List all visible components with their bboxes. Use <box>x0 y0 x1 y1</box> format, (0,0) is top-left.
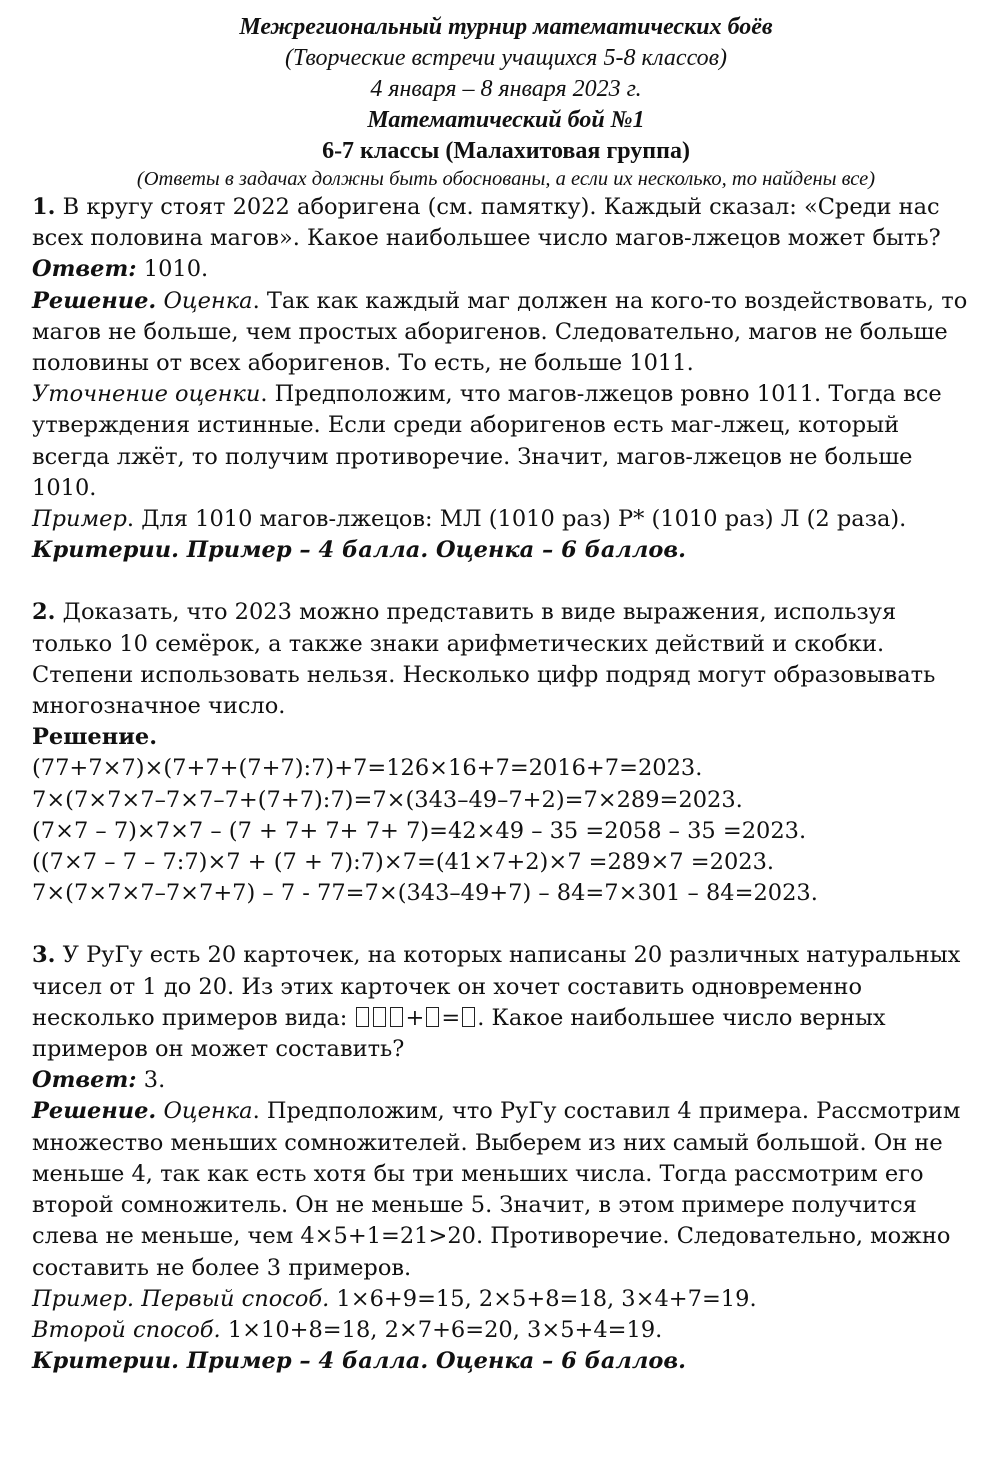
problem-1-number: 1. <box>32 194 56 220</box>
estimate-label: Оценка <box>163 1098 253 1125</box>
problem-1-refinement <box>32 379 980 504</box>
problem-2-number: 2. <box>32 599 56 626</box>
solution-line: 7×(7×7×7–7×7+7) – 7 - 77=7×(343–49+7) – 84=7×301 – 84=2023. <box>32 880 818 907</box>
tournament-subtitle: (Творческие встречи учащихся 5-8 классов) <box>284 45 728 71</box>
refine-label: Уточнение оценки <box>32 381 261 408</box>
problem-1-statement <box>32 192 980 254</box>
problem-1-example <box>32 504 980 535</box>
problem-1-criteria: Критерии. Пример – 4 балла. Оценка – 6 баллов. <box>32 537 686 564</box>
tournament-dates: 4 января – 8 января 2023 г. <box>370 76 642 102</box>
solution-label: Решение. <box>32 1098 157 1125</box>
estimate-text: . Предположим, что РуГу составил 4 примера. Рассмотрим множество меньших сомножителей. Выберем из них самый большой. Он не меньше 4, так как есть хотя бы три меньших числа. Тогда рассмотрим его второй сомножитель. Он не меньше 5. Значит, в этом примере получится слева не меньше, чем 4×5+1=21>20. Противоречие. Следовательно, можно составить не более 3 примеров. <box>32 1098 961 1281</box>
problem-1-text: В кругу стоят 2022 аборигена (см. памятку). Каждый сказал: «Среди нас всех половина магов». Какое наибольшее число магов-лжецов может быть? <box>32 194 941 252</box>
spacer <box>32 566 980 597</box>
estimate-text: . Так как каждый маг должен на кого-то воздействовать, то магов не больше, чем простых аборигенов. Следовательно, магов не больше половины от всех аборигенов. То есть, не больше 1011. <box>32 287 968 377</box>
problem-2-solution-label: Решение. <box>32 724 158 751</box>
card-box-icon <box>356 1007 369 1027</box>
answer-value: 3. <box>143 1067 166 1094</box>
solution-label: Решение. <box>32 287 157 314</box>
refine-text: . Предположим, что магов-лжецов ровно 1011. Тогда все утверждения истинные. Если среди аборигенов есть маг-лжец, который всегда лжёт, то получим противоречие. Значит, магов-лжецов не больше 1010. <box>32 381 942 501</box>
problem-2-text: Доказать, что 2023 можно представить в виде выражения, используя только 10 семёрок, а также знаки арифметических действий и скобки. Степени использовать нельзя. Несколько цифр подряд могут образовывать многозначное число. <box>32 599 936 720</box>
answers-note: (Ответы в задачах должны быть обоснованы, а если их несколько, то найдены все) <box>136 168 876 190</box>
problem-1-answer <box>32 254 980 285</box>
problem-3-answer <box>32 1065 980 1096</box>
problem-3-number: 3. <box>32 942 56 969</box>
example-text: . Для 1010 магов-лжецов: МЛ (1010 раз) Р* (1010 раз) Л (2 раза). <box>126 506 907 533</box>
example-label: Пример <box>32 506 127 533</box>
card-pattern: + = <box>354 1005 477 1031</box>
spacer <box>32 909 980 940</box>
example-2-text: 1×10+8=18, 2×7+6=20, 3×5+4=19. <box>220 1316 663 1343</box>
problem-3-example-2 <box>32 1315 980 1346</box>
estimate-label: Оценка <box>163 287 253 314</box>
example-1-label: Пример. Первый способ. <box>32 1285 330 1312</box>
problem-1-solution <box>32 286 980 380</box>
tournament-title: Межрегиональный турнир математических боёв <box>239 14 773 40</box>
problem-3-statement <box>32 940 980 1065</box>
problem-2-statement <box>32 597 980 722</box>
problem-3-solution <box>32 1096 980 1283</box>
example-1-text: 1×6+9=15, 2×5+8=18, 3×4+7=19. <box>329 1285 757 1312</box>
problem-3-text-a: У РуГу есть 20 карточек, на которых написаны 20 различных натуральных чисел от 1 до 20. Из этих карточек он хочет составить одновременно несколько примеров вида: <box>32 942 961 1031</box>
document-header <box>32 12 980 192</box>
card-box-icon <box>390 1007 403 1027</box>
answer-label: Ответ: <box>32 256 137 283</box>
group-title: 6-7 классы (Малахитовая группа) <box>322 138 690 164</box>
card-box-icon <box>426 1007 439 1027</box>
solution-line: 7×(7×7×7–7×7–7+(7+7):7)=7×(343–49–7+2)=7×289=2023. <box>32 786 743 813</box>
problem-3-criteria: Критерии. Пример – 4 балла. Оценка – 6 баллов. <box>32 1348 686 1375</box>
example-2-label: Второй способ. <box>32 1316 221 1343</box>
solution-line: ((7×7 – 7 – 7:7)×7 + (7 + 7):7)×7=(41×7+2)×7 =289×7 =2023. <box>32 849 775 876</box>
solution-line: (77+7×7)×(7+7+(7+7):7)+7=126×16+7=2016+7=2023. <box>32 755 703 782</box>
problem-3-example-1 <box>32 1284 980 1315</box>
problem-3-text-b: . Какое наибольшее число верных примеров он может составить? <box>32 1004 886 1063</box>
card-box-icon <box>462 1007 475 1027</box>
card-box-icon <box>373 1007 386 1027</box>
solution-line: (7×7 – 7)×7×7 – (7 + 7+ 7+ 7+ 7)=42×49 – 35 =2058 – 35 =2023. <box>32 817 807 844</box>
battle-title: Математический бой №1 <box>367 107 645 133</box>
answer-value: 1010. <box>143 256 209 283</box>
answer-label: Ответ: <box>32 1067 137 1094</box>
